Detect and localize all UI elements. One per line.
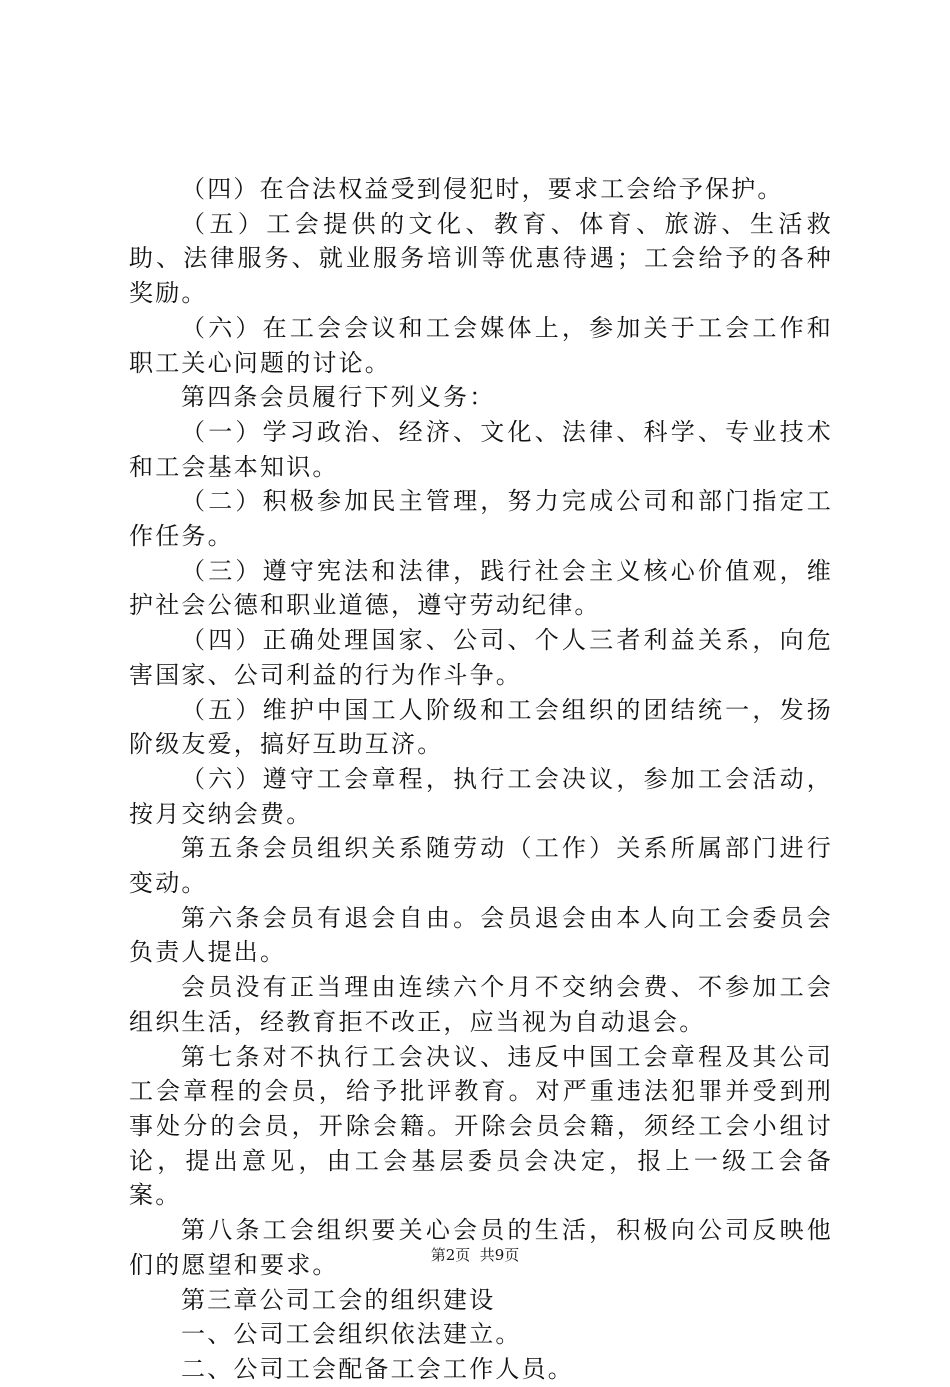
paragraph-org-1: 一、公司工会组织依法建立。 (181, 1320, 522, 1349)
paragraph-auto-withdrawal: 会员没有正当理由连续六个月不交纳会费、不参加工会组织生活，经教育拒不改正，应当视为自动退会。 (129, 973, 833, 1036)
paragraph-duty-6: （六）遵守工会章程，执行工会决议，参加工会活动，按月交纳会费。 (129, 764, 833, 828)
paragraph-duty-2: （二）积极参加民主管理，努力完成公司和部门指定工作任务。 (129, 487, 833, 551)
paragraph-duty-3: （三）遵守宪法和法律，践行社会主义核心价值观，维护社会公德和职业道德，遵守劳动纪律。 (129, 556, 833, 620)
paragraph-article-6: 第六条会员有退会自由。会员退会由本人向工会委员会负责人提出。 (129, 903, 833, 967)
chapter-heading-3: 第三章公司工会的组织建设 (181, 1285, 496, 1314)
document-body (129, 172, 833, 1387)
paragraph-duty-5: （五）维护中国工人阶级和工会组织的团结统一，发扬阶级友爱，搞好互助互济。 (129, 695, 833, 759)
page-number-footer: 第2页 共9页 (430, 1246, 520, 1264)
paragraph-rights-5: （五）工会提供的文化、教育、体育、旅游、生活救助、法律服务、就业服务培训等优惠待遇；工会给予的各种奖励。 (129, 209, 833, 308)
paragraph-article-8: 第八条工会组织要关心会员的生活，积极向公司反映他们的愿望和要求。 (129, 1216, 833, 1279)
paragraph-rights-4: （四）在合法权益受到侵犯时，要求工会给予保护。 (181, 175, 784, 203)
paragraph-article-4: 第四条会员履行下列义务： (181, 383, 496, 412)
paragraph-duty-4: （四）正确处理国家、公司、个人三者利益关系，向危害国家、公司利益的行为作斗争。 (129, 626, 833, 689)
paragraph-article-7: 第七条对不执行工会决议、违反中国工会章程及其公司工会章程的会员，给予批评教育。对严重违法犯罪并受到刑事处分的会员，开除会籍。开除会员会籍，须经工会小组讨论，提出意见，由工会基层委员会决定，报上一级工会备案。 (129, 1042, 833, 1210)
paragraph-rights-6: （六）在工会会议和工会媒体上，参加关于工会工作和职工关心问题的讨论。 (129, 313, 833, 377)
paragraph-article-5: 第五条会员组织关系随劳动（工作）关系所属部门进行变动。 (129, 834, 833, 898)
paragraph-duty-1: （一）学习政治、经济、文化、法律、科学、专业技术和工会基本知识。 (129, 417, 833, 481)
paragraph-org-2: 二、公司工会配备工会工作人员。 (181, 1354, 574, 1383)
